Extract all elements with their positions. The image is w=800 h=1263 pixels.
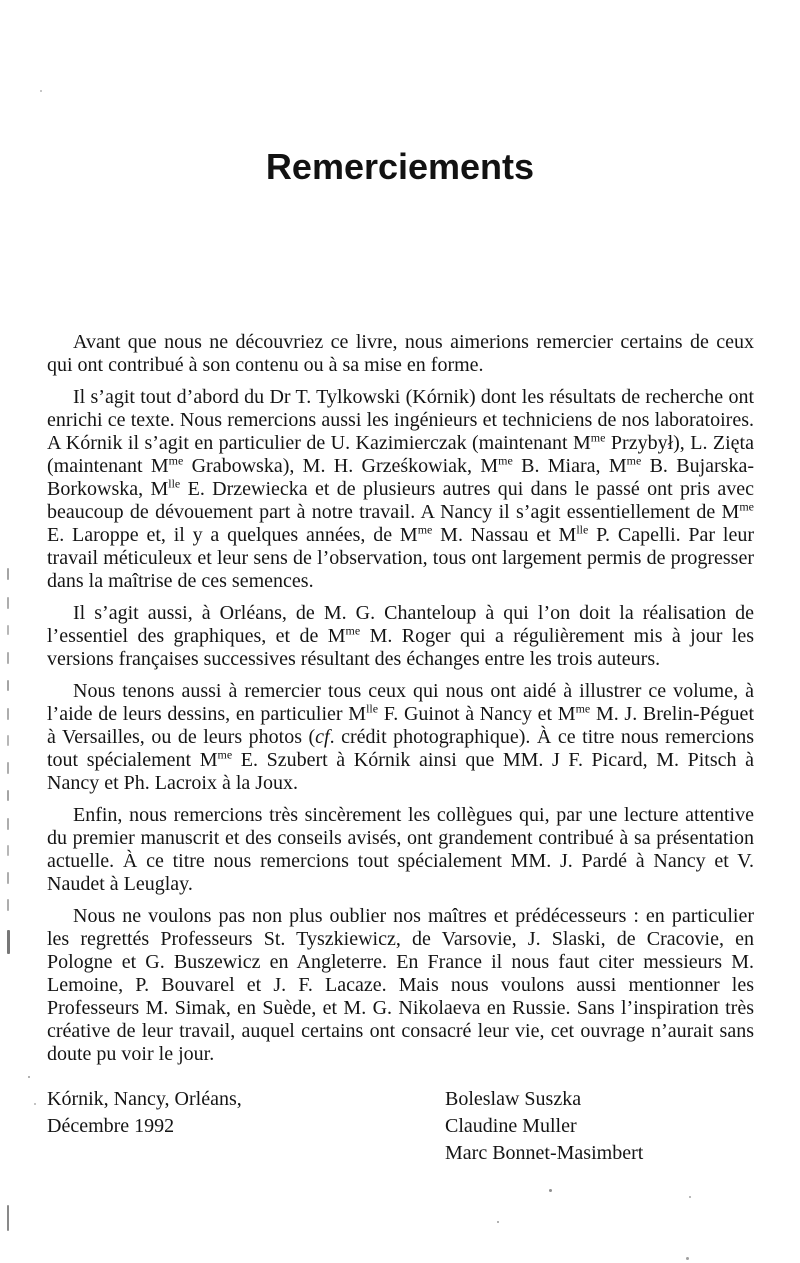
scan-artifact-speck [689,1196,691,1198]
superscript-honorific: me [575,701,591,716]
scan-artifact-tick [7,735,9,746]
superscript-honorific: lle [576,522,589,537]
scan-artifact-tick [7,790,9,801]
paragraph-5: Enfin, nous remercions très sincèrement les collègues qui, par une lecture attentive du premier manuscrit et des conseils avisés, ont grandement contribué à sa présentation actuelle. À ce titre nous remercions tout spécialement MM. J. Pardé à Nancy et V. Naudet à Leuglay. [47,804,754,895]
scan-artifact-speck [686,1257,689,1260]
superscript-honorific: me [417,522,433,537]
superscript-honorific: me [626,453,642,468]
paragraph-1: Avant que nous ne découvriez ce livre, nous aimerions remercier certains de ceux qui ont contribué à son contenu ou à sa mise en forme. [47,331,754,376]
scan-artifact-speck [497,1221,499,1223]
signature-place-date [47,1086,242,1140]
superscript-honorific: me [590,430,606,445]
signature-date: Décembre 1992 [47,1115,175,1137]
signature-author-3: Marc Bonnet-Masimbert [445,1142,644,1164]
scan-artifact-tick [7,818,9,830]
scan-artifact-tick [7,680,9,691]
scan-artifact-tick [7,625,9,635]
superscript-honorific: lle [366,701,379,716]
superscript-honorific: lle [168,476,181,491]
scan-artifact-tick [7,597,9,609]
signature-authors [445,1086,643,1167]
signature-author-1: Boleslaw Suszka [445,1088,582,1110]
scan-artifact-speck [34,1103,36,1105]
superscript-honorific: me [739,499,754,514]
superscript-honorific: me [498,453,513,468]
scan-artifact-tick [7,899,9,911]
paragraph-4: Nous tenons aussi à remercier tous ceux qui nous ont aidé à illustrer ce volume, à l’aide de leurs dessins, en particulier $M^{lle}$ F. Guinot à Nancy et $M^{me}$ M. J. Brelin-Péguet à Versailles, ou de leurs photos (cf. crédit photographique). À ce titre nous remercions tout spécialement $M^{me}$ E. Szubert à Kórnik ainsi que MM. J F. Picard, M. Pitsch à Nancy et Ph. Lacroix à la Joux. [47,680,754,794]
scan-artifact-tick [7,762,9,774]
scan-artifact-tick [7,1205,9,1231]
scan-artifact-tick [7,568,9,580]
scan-artifact-speck [40,90,42,92]
signature-author-2: Claudine Muller [445,1115,577,1137]
superscript-honorific: me [217,747,233,762]
scan-artifact-tick [7,708,9,720]
scan-artifact-speck [549,1189,552,1192]
signature-place: Kórnik, Nancy, Orléans, [47,1088,242,1110]
superscript-honorific: me [345,623,361,638]
superscript-honorific: me [168,453,184,468]
scan-artifact-speck [28,1076,30,1078]
body-text [47,331,754,1075]
scan-artifact-tick [7,930,10,954]
paragraph-2: Il s’agit tout d’abord du Dr T. Tylkowski (Kórnik) dont les résultats de recherche ont enrichi ce texte. Nous remercions aussi les ingénieurs et techniciens de nos laboratoires. A Kórnik il s’agit en particulier de U. Kazimierczak (maintenant $M^{me}$ Przybył), L. Zięta (maintenant $M^{me}$ Grabowska), M. H. Grześkowiak, $M^{me}$ B. Miara, $M^{me}$ B. Bujarska-Borkowska, $M^{lle}$ E. Drzewiecka et de plusieurs autres qui dans le passé ont pris avec beaucoup de dévouement part à notre travail. A Nancy il s’agit essentiellement de $M^{me}$ E. Laroppe et, il y a quelques années, de $M^{me}$ M. Nassau et $M^{lle}$ P. Capelli. Par leur travail méticuleux et leur sens de l’observation, tous ont largement permis de progresser dans la maîtrise de ces semences. [47,386,754,592]
scan-artifact-tick [7,652,9,664]
page-title: Remerciements [265,146,535,187]
italic-text: cf [315,726,330,748]
scan-artifact-tick [7,872,9,884]
paragraph-3: Il s’agit aussi, à Orléans, de M. G. Chanteloup à qui l’on doit la réalisation de l’essentiel des graphiques, et de $M^{me}$ M. Roger qui a régulièrement mis à jour les versions françaises successives résultant des échanges entre les trois auteurs. [47,602,754,670]
scan-artifact-tick [7,845,9,856]
paragraph-6: Nous ne voulons pas non plus oublier nos maîtres et prédécesseurs : en particulier les regrettés Professeurs St. Tyszkiewicz, de Varsovie, J. Slaski, de Cracovie, en Pologne et G. Buszewicz en Angleterre. En France il nous faut citer messieurs M. Lemoine, P. Bouvarel et J. F. Lacaze. Mais nous voulons aussi mentionner les Professeurs M. Simak, en Suède, et M. G. Nikolaeva en Russie. Sans l’inspiration très créative de leur travail, auquel certains ont consacré leur vie, cet ouvrage n’aurait sans doute pu voir le jour. [47,905,754,1065]
